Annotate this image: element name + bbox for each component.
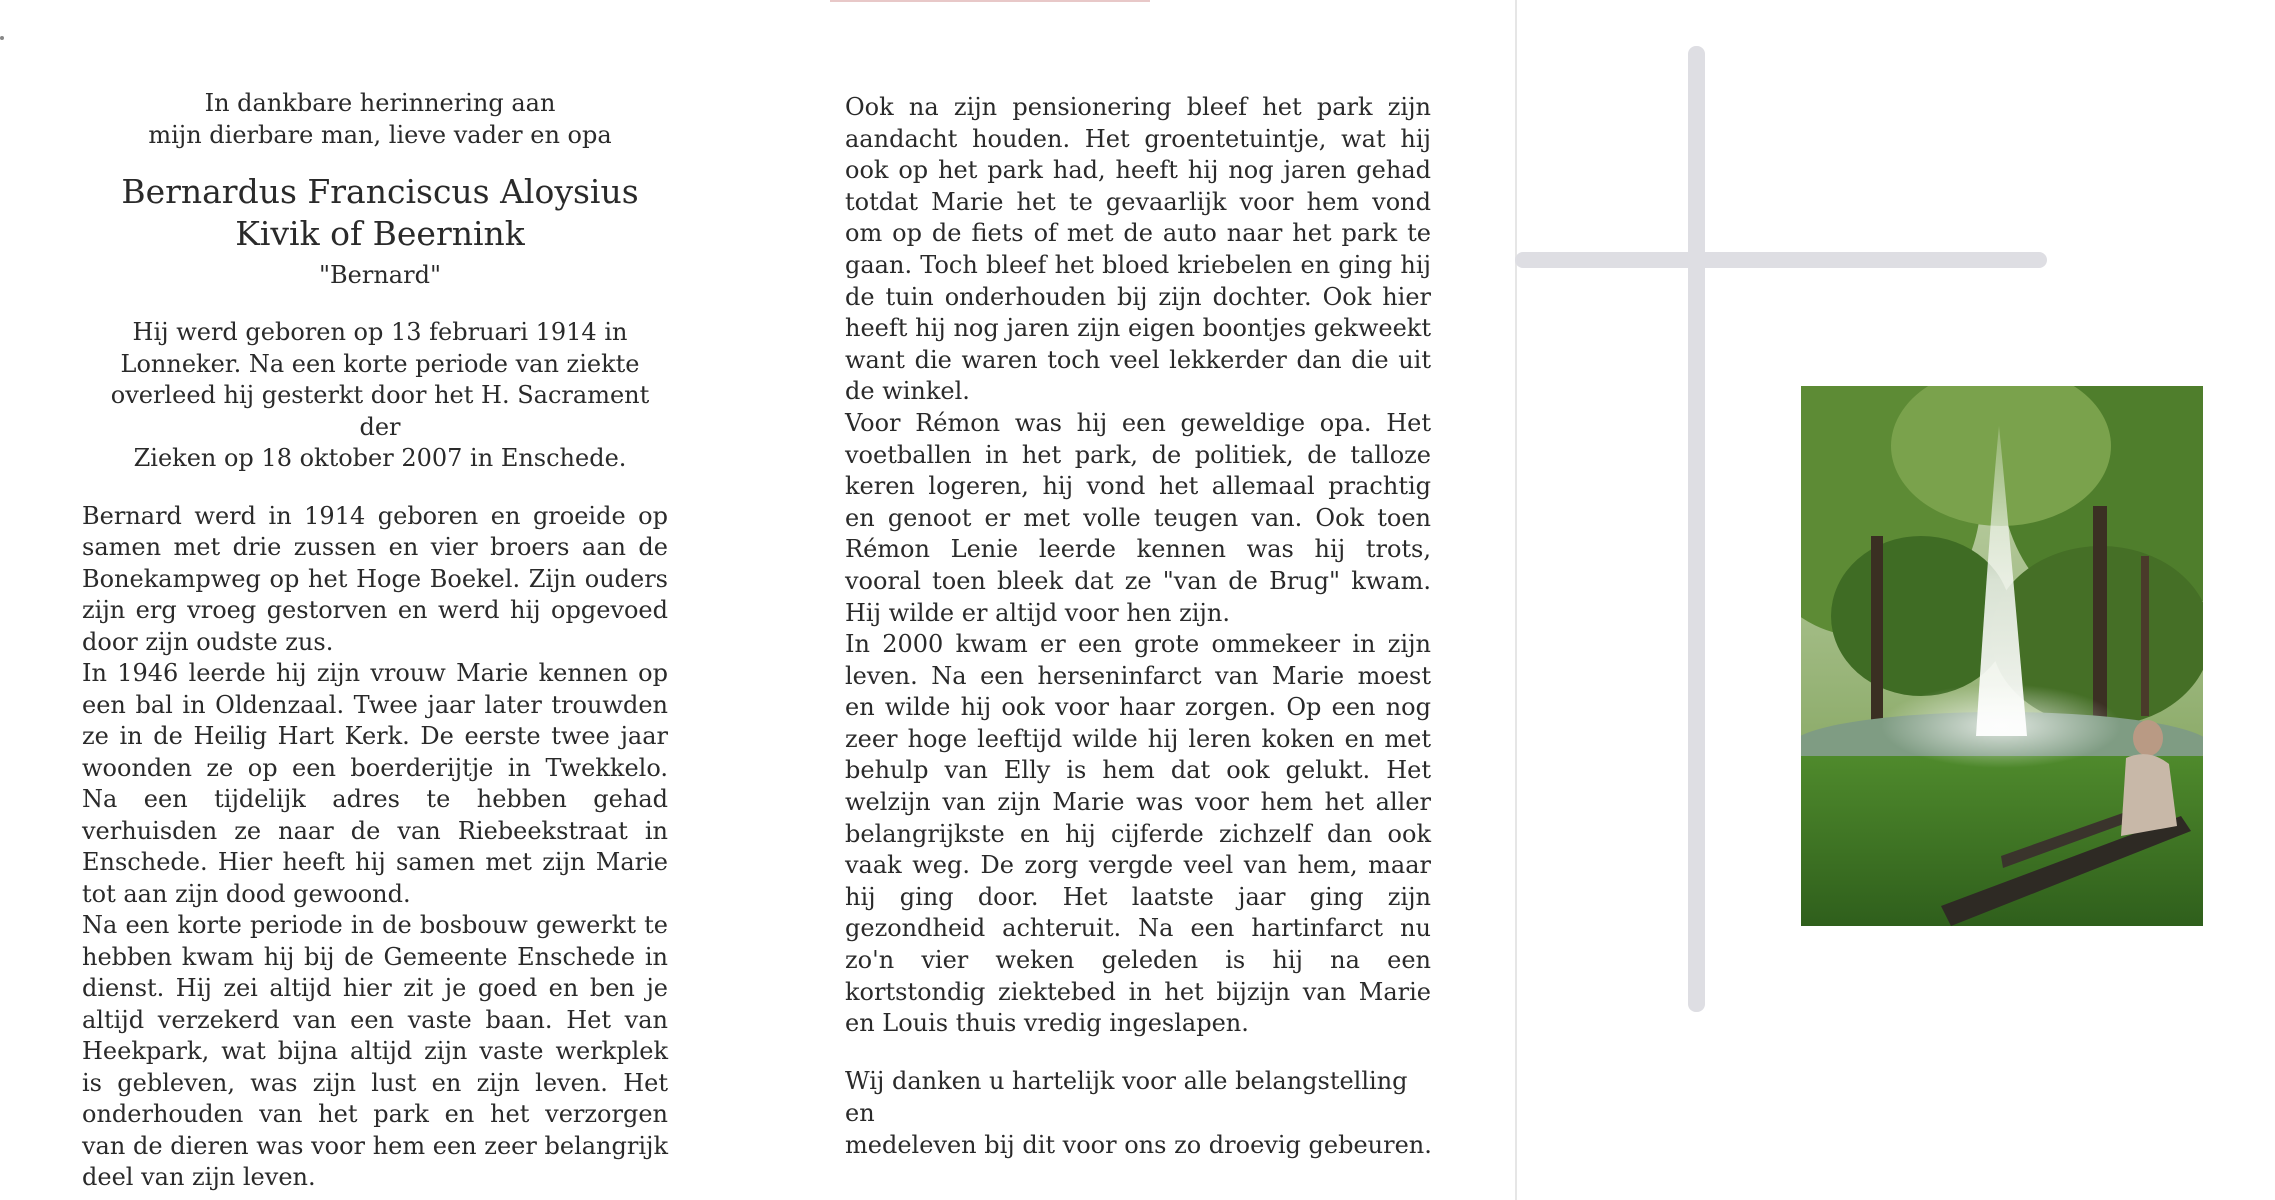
biography-paragraph: In 2000 kwam er een grote ommekeer in zijn leven. Na een herseninfarct van Marie moest en wilde hij ook voor haar zorgen. Op een nog zeer hoge leeftijd wilde hij leren koken en met behulp van Elly is hem dat ook gelukt. Het welzijn van zijn Marie was voor hem het aller belangrijkste en hij cijferde zichzelf dan ook vaak weg. De zorg vergde veel van hem, maar hij ging door. Het laatste jaar ging zijn gezondheid achteruit. Na een hartinfarct nu zo'n vier weken geleden is hij na een kortstondig ziektebed in het bijzijn van Marie en Louis thuis vredig ingeslapen.: [845, 630, 1431, 1038]
left-panel: [82, 88, 668, 1194]
scan-speck: [0, 36, 4, 40]
dedication-line: In dankbare herinnering aan: [204, 89, 556, 117]
thanks-line: medeleven bij dit voor ons zo droevig gebeuren.: [845, 1131, 1432, 1159]
cross-horizontal-bar: [1515, 252, 2047, 268]
dedication-line: mijn dierbare man, lieve vader en opa: [148, 120, 612, 149]
thanks-line: Wij danken u hartelijk voor alle belangstelling en: [845, 1067, 1408, 1127]
fold-line: [1515, 0, 1517, 1200]
nickname: "Bernard": [319, 261, 441, 289]
top-edge-mark: [830, 0, 1150, 2]
name-line: Bernardus Franciscus Aloysius: [121, 172, 639, 211]
middle-panel: [845, 92, 1431, 1040]
dates-line: Lonneker. Na een korte periode van ziekte: [120, 349, 640, 378]
dates-line: overleed hij gesterkt door het H. Sacrament der: [110, 381, 650, 441]
deceased-name: [82, 171, 668, 255]
biography-paragraph: In 1946 leerde hij zijn vrouw Marie kennen op een bal in Oldenzaal. Twee jaar later trouwden ze in de Heilig Hart Kerk. De eerste twee jaar woonden ze op een boerderijtje in Twekkelo. Na een tijdelijk adres te hebben gehad verhuisden ze naar de van Riebeekstraat in Enschede. Hier heeft hij samen met zijn Marie tot aan zijn dood gewoond.: [82, 659, 668, 908]
dates-line: Zieken op 18 oktober 2007 in Enschede.: [133, 444, 627, 472]
biography-paragraph: Bernard werd in 1914 geboren en groeide op samen met drie zussen en vier broers aan de Bonekampweg op het Hoge Boekel. Zijn ouders zijn erg vroeg gestorven en werd hij opgevoed door zijn oudste zus.: [82, 501, 668, 656]
cross-vertical-bar: [1688, 46, 1705, 1012]
biography-paragraph: Voor Rémon was hij een geweldige opa. Het voetballen in het park, de politiek, de talloze keren logeren, hij vond het allemaal prachtig en genoot er met volle teugen van. Ook toen Rémon Lenie leerde kennen was hij trots, vooral toen bleek dat ze "van de Brug" kwam. Hij wilde er altijd voor hen zijn.: [845, 408, 1431, 627]
biography-paragraph: Ook na zijn pensionering bleef het park zijn aandacht houden. Het groentetuintje, wat hij ook op het park had, heeft hij nog jaren gehad totdat Marie het te gevaarlijk voor hem vond om op de fiets of met de auto naar het park te gaan. Toch bleef het bloed kriebelen en ging hij de tuin onderhouden bij zijn dochter. Ook hier heeft hij nog jaren zijn eigen boontjes gekweekt want die waren toch veel lekkerder dan die uit de winkel.: [845, 93, 1431, 406]
biography-left: [82, 501, 668, 1194]
park-fountain-photo: [1801, 386, 2203, 926]
biography-paragraph: Na een korte periode in de bosbouw gewerkt te hebben kwam hij bij de Gemeente Enschede in dienst. Hij zei altijd hier zit je goed en ben je altijd verzekerd van een vaste baan. Het van Heekpark, wat bijna altijd zijn vaste werkplek is gebleven, was zijn lust en zijn leven. Het onderhouden van het park en het verzorgen van de dieren was voor hem een zeer belangrijk deel van zijn leven.: [82, 911, 668, 1191]
thanks-note: [845, 1065, 1435, 1161]
name-line: Kivik of Beernink: [235, 214, 525, 253]
life-dates: [82, 317, 668, 475]
dedication: [82, 88, 668, 151]
dates-line: Hij werd geboren op 13 februari 1914 in: [132, 318, 628, 346]
